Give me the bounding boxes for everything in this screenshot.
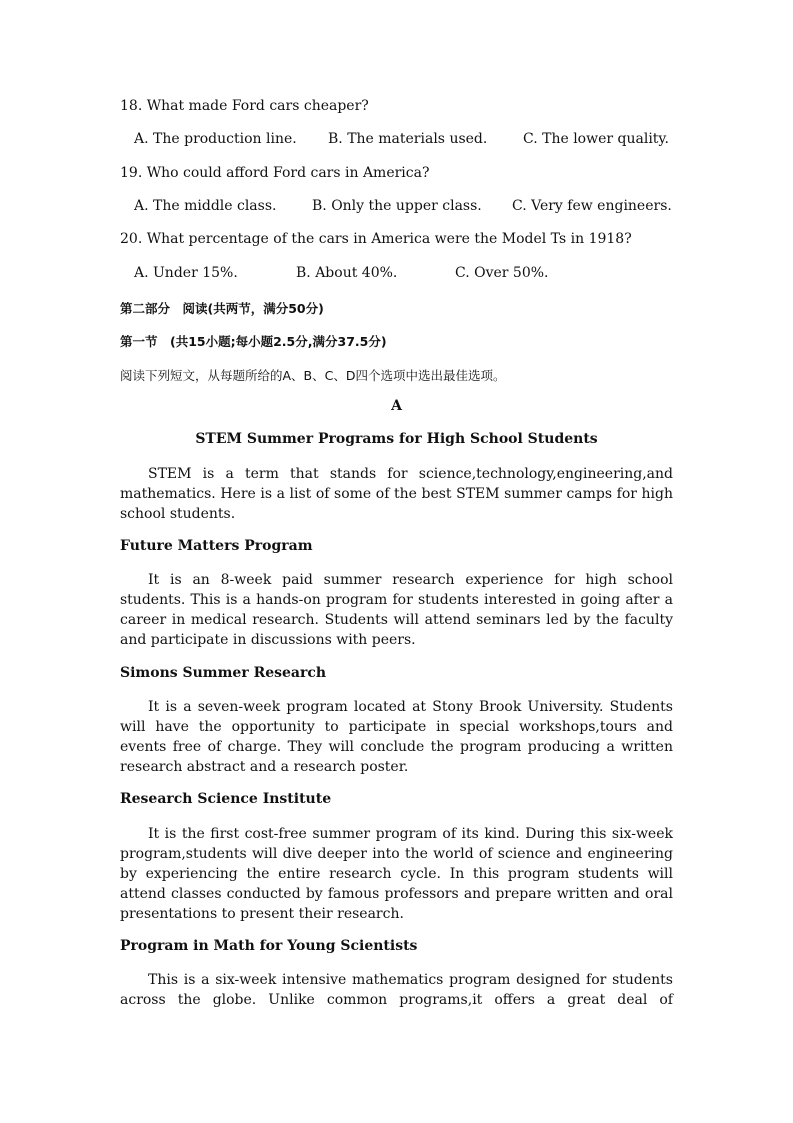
passage-intro: STEM is a term that stands for science,technology,engineering,and mathematics. Here is a list of some of the best STEM summer camps for high school students.: [120, 466, 673, 522]
program-3-name: Research Science Institute: [120, 791, 332, 807]
question-20-option-c: C. Over 50%.: [455, 265, 549, 281]
part-title: 第二部分 阅读(共两节，满分50分): [120, 301, 324, 316]
program-2-name: Simons Summer Research: [120, 665, 327, 681]
program-1-text: It is an 8-week paid summer research experience for high school students. This is a hands-on program for students interested in going after a career in medical research. Students will attend seminars led by the faculty and participate in discussions with peers.: [120, 572, 673, 648]
program-2-text: It is a seven-week program located at Stony Brook University. Students will have the opportunity to participate in special workshops,tours and events free of charge. They will conclude the program producing a written research abstract and a research poster.: [120, 699, 673, 775]
question-18-stem: 18. What made Ford cars cheaper?: [120, 98, 369, 114]
program-4-text: This is a six-week intensive mathematics program designed for students across the globe. Unlike common programs,it offers a great deal of: [120, 972, 673, 1008]
program-3-text: It is the first cost-free summer program of its kind. During this six-week program,students will dive deeper into the world of science and engineering by experiencing the entire research cycle. In this program students will attend classes conducted by famous professors and prepare written and oral presentations to present their research.: [120, 826, 673, 922]
question-19-option-c: C. Very few engineers.: [512, 198, 672, 214]
question-18-option-a: A. The production line.: [134, 131, 297, 147]
question-19-option-b: B. Only the upper class.: [312, 198, 482, 214]
program-4-name: Program in Math for Young Scientists: [120, 938, 418, 954]
program-1-name: Future Matters Program: [120, 538, 313, 554]
passage-label: A: [391, 398, 402, 414]
section-instructions: 阅读下列短文，从每题所给的A、B、C、D四个选项中选出最佳选项。: [120, 368, 506, 383]
passage-title: STEM Summer Programs for High School Students: [195, 431, 598, 447]
subsection-title: 第一节 (共15小题;每小题2.5分,满分37.5分): [120, 334, 387, 349]
question-18-option-b: B. The materials used.: [328, 131, 488, 147]
question-19-option-a: A. The middle class.: [134, 198, 277, 214]
question-20-option-b: B. About 40%.: [296, 265, 398, 281]
question-20-stem: 20. What percentage of the cars in America were the Model Ts in 1918?: [120, 231, 632, 247]
question-19-stem: 19. Who could afford Ford cars in America?: [120, 165, 430, 181]
question-20-option-a: A. Under 15%.: [134, 265, 238, 281]
question-18-option-c: C. The lower quality.: [523, 131, 669, 147]
